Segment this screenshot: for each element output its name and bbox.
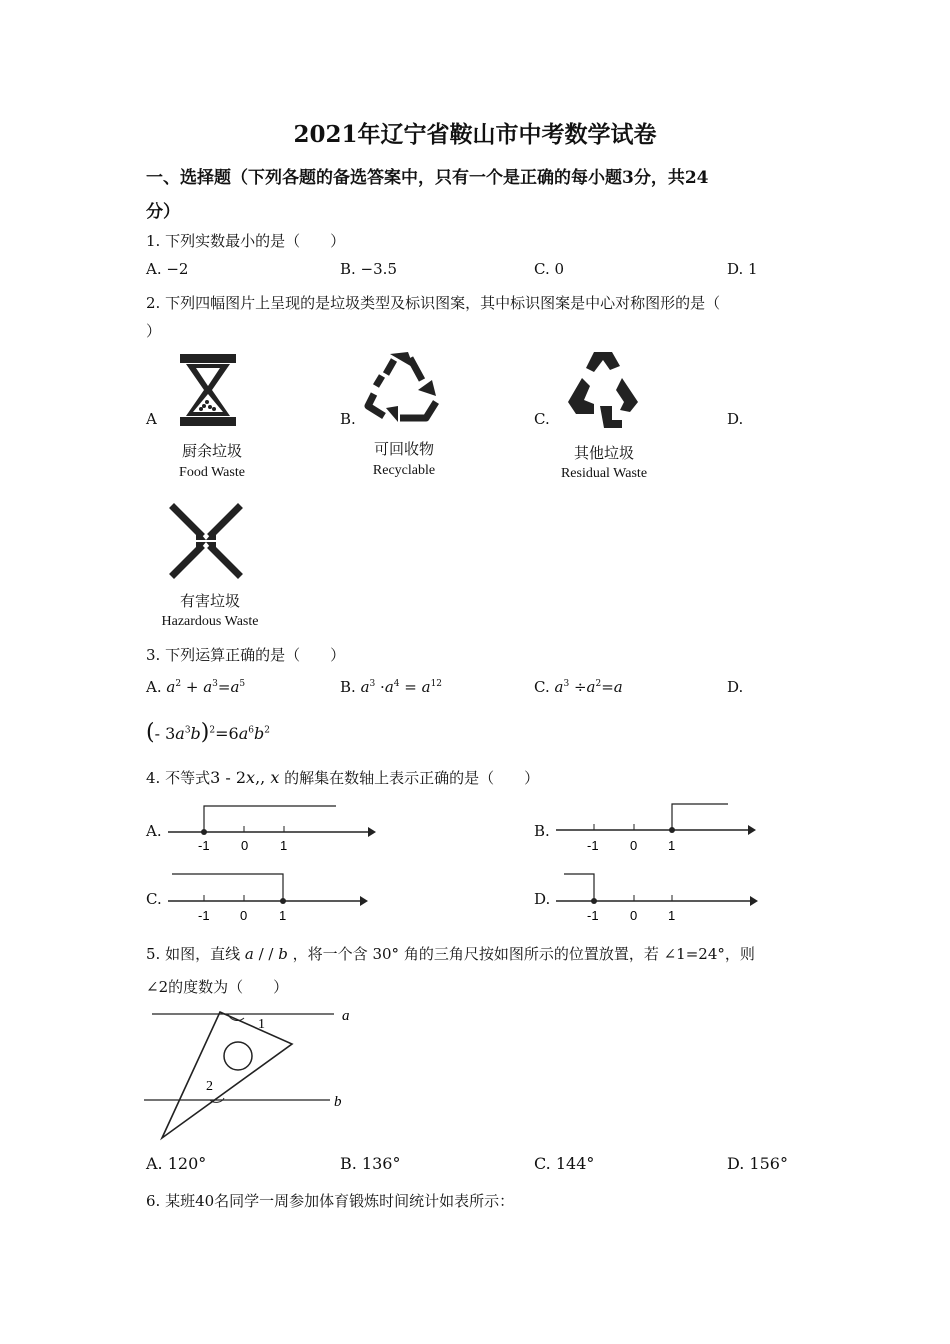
q4-letter-b: B. xyxy=(534,822,550,840)
q1-option-b: B. −3.5 xyxy=(340,260,397,278)
residual-waste-icon xyxy=(564,350,642,430)
q4c-tick-0: 0 xyxy=(240,908,248,923)
q5-stem-part2: ，将一个含 xyxy=(292,945,368,963)
q4-stem-suffix: 的解集在数轴上表示正确的是（ ） xyxy=(284,769,540,787)
q4-numberline-a xyxy=(168,800,378,860)
q5-stem-line1 xyxy=(146,943,755,964)
q5-option-d: D. 156° xyxy=(727,1154,788,1173)
q4b-tick-1: 1 xyxy=(668,838,676,853)
q5-option-c: C. 144° xyxy=(534,1154,595,1173)
q5-stem-part4: ，则 xyxy=(724,945,755,963)
q5-line-a-label: a xyxy=(342,1008,350,1024)
q4-letter-c: C. xyxy=(146,890,162,908)
q5-angle1-label: 1 xyxy=(258,1017,265,1032)
residual-waste-caption-en: Residual Waste xyxy=(560,466,648,481)
q4-stem xyxy=(146,767,539,788)
q3-option-c xyxy=(534,678,623,696)
q4d-tick-1: 1 xyxy=(668,908,676,923)
q2-stem-line2: ） xyxy=(146,322,162,340)
hazardous-waste-caption-en: Hazardous Waste xyxy=(161,614,259,629)
q6-stem: 6. 某班40名同学一周参加体育锻炼时间统计如表所示： xyxy=(146,1192,515,1210)
q4b-tick-0: 0 xyxy=(630,838,638,853)
q4-stem-prefix: 4. 不等式 xyxy=(146,769,211,787)
q4-letter-d: D. xyxy=(534,890,551,908)
residual-waste-caption-zh: 其他垃圾 xyxy=(573,444,634,462)
q5-stem-part3: 角的三角尺按如图所示的位置放置，若 xyxy=(403,945,659,963)
hazardous-waste-icon xyxy=(170,504,242,580)
page-title: 2021年辽宁省鞍山市中考数学试卷 xyxy=(293,121,657,148)
q1-stem: 1. 下列实数最小的是（ ） xyxy=(146,232,346,250)
q3-formula-d: (- $3a^3b)^2=6a^6b^2$ xyxy=(146,720,270,745)
recyclable-caption-en: Recyclable xyxy=(372,463,436,478)
q3-formula-b: $a^3 \cdot a^4 = a^{12}$ xyxy=(360,678,443,696)
hazardous-waste-caption-zh: 有害垃圾 xyxy=(179,592,240,610)
q3-letter-b: B. xyxy=(340,678,356,696)
q4-numberline-c xyxy=(168,870,378,930)
q2-stem-line1: 2. 下列四幅图片上呈现的是垃圾类型及标识图案，其中标识图案是中心对称图形的是（ xyxy=(146,294,721,312)
section-heading-line1: 一、选择题（下列各题的备选答案中，只有一个是正确的每小题3分，共24 xyxy=(146,168,709,188)
q3-option-b xyxy=(340,678,442,696)
food-waste-caption-en: Food Waste xyxy=(179,465,245,480)
food-waste-caption-zh: 厨余垃圾 xyxy=(181,442,242,460)
q4c-tick-1: 1 xyxy=(279,908,287,923)
q4-inequality: 3 - 2x,, x xyxy=(210,768,280,787)
q2-letter-c: C. xyxy=(534,410,550,428)
q2-letter-d: D. xyxy=(727,410,744,428)
q2-letter-b: B. xyxy=(340,410,356,428)
q5-option-a: A. 120° xyxy=(146,1154,207,1173)
q3-stem: 3. 下列运算正确的是（ ） xyxy=(146,646,346,664)
q1-option-c: C. 0 xyxy=(534,260,565,278)
q4d-tick-0: 0 xyxy=(630,908,638,923)
q1-option-d: D. 1 xyxy=(727,260,758,278)
q3-option-a xyxy=(146,678,245,696)
q4a-tick-neg1: -1 xyxy=(198,838,210,853)
q5-option-b: B. 136° xyxy=(340,1154,401,1173)
q4-letter-a: A. xyxy=(146,822,162,840)
q5-30deg-math: 30° xyxy=(372,945,400,963)
q3-letter-a: A. xyxy=(146,678,162,696)
q5-stem-part5: 的度数为（ ） xyxy=(168,978,289,996)
q5-parallel-math: a / / b xyxy=(244,945,288,963)
q5-angle2-math: ∠2 xyxy=(146,978,169,996)
q5-angle1-math: ∠1=24° xyxy=(663,945,725,963)
q4a-tick-1: 1 xyxy=(280,838,288,853)
q2-letter-a: A xyxy=(146,410,157,428)
q4a-tick-0: 0 xyxy=(241,838,249,853)
section-heading-line2: 分） xyxy=(146,202,180,222)
q3-formula-a: $a^2 + a^3=a^5$ xyxy=(166,678,246,696)
q4d-tick-neg1: -1 xyxy=(587,908,599,923)
recyclable-caption-zh: 可回收物 xyxy=(373,440,434,458)
q5-stem-part1: 5. 如图，直线 xyxy=(146,945,241,963)
q5-triangle-figure xyxy=(144,1004,364,1144)
q4-numberline-b xyxy=(556,800,766,860)
q4-numberline-d xyxy=(556,870,766,930)
q4c-tick-neg1: -1 xyxy=(198,908,210,923)
q5-line-b-label: b xyxy=(334,1094,342,1110)
q3-letter-d: D. xyxy=(727,678,744,696)
q4b-tick-neg1: -1 xyxy=(587,838,599,853)
recycle-icon xyxy=(364,350,442,424)
q5-angle2-label: 2 xyxy=(206,1079,213,1094)
q1-option-a: A. −2 xyxy=(146,260,189,278)
food-waste-icon xyxy=(176,352,240,428)
q3-formula-c: $a^3 \div a^2=a$ xyxy=(554,678,623,696)
q3-letter-c: C. xyxy=(534,678,550,696)
q5-stem-line2 xyxy=(146,976,288,997)
